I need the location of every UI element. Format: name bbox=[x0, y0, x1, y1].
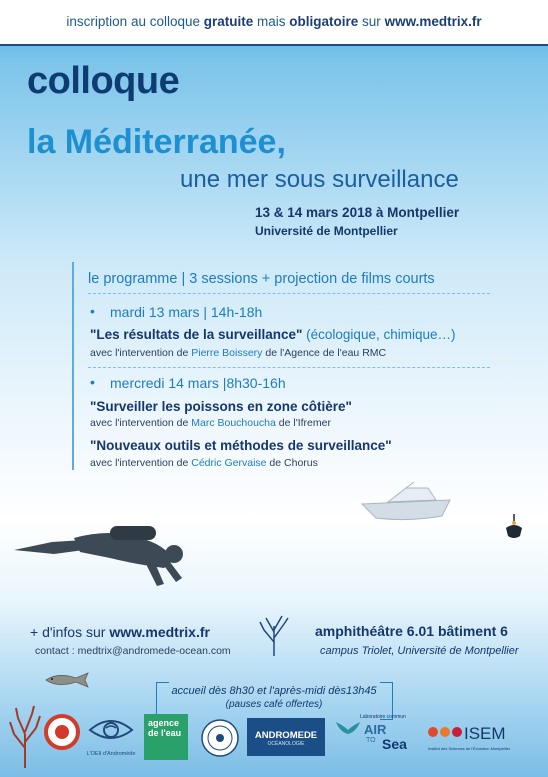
andromede-logo bbox=[247, 718, 325, 756]
diver-icon bbox=[14, 524, 190, 590]
university-seal-logo bbox=[200, 718, 240, 758]
agence-line2: de l'eau bbox=[148, 728, 182, 738]
registration-text bbox=[0, 14, 548, 29]
speaker-suffix: de l'Ifremer bbox=[275, 417, 331, 429]
coffee-breaks: (pauses café offertes) bbox=[225, 699, 323, 710]
venue-room bbox=[315, 623, 508, 639]
banner-text-4: mais bbox=[253, 14, 290, 29]
banner-divider bbox=[0, 44, 548, 46]
eye-icon bbox=[86, 712, 136, 746]
banner-text-6: sur bbox=[358, 14, 385, 29]
session-2-bullet: • bbox=[90, 374, 95, 390]
red-seal-logo bbox=[44, 714, 80, 750]
subtitle: une mer sous surveillance bbox=[180, 166, 459, 193]
venue-room-b: théâtre 6.01 bâtiment 6 bbox=[356, 623, 508, 639]
banner-inscription: inscription bbox=[66, 14, 128, 29]
speaker-prefix: avec l'intervention de bbox=[90, 417, 192, 429]
airtosea-logo bbox=[336, 714, 420, 762]
speaker-prefix: avec l'intervention de bbox=[90, 457, 192, 469]
airtosea-to: TO bbox=[366, 737, 376, 744]
whale-tail-icon bbox=[336, 718, 360, 752]
divider bbox=[88, 293, 490, 294]
session-1-label: mardi 13 mars | 14h-18h bbox=[110, 304, 263, 320]
airtosea-air: AIR bbox=[364, 722, 387, 737]
banner-text-2: au colloque bbox=[127, 14, 204, 29]
divider bbox=[88, 367, 490, 368]
banner-obligatoire: obligatoire bbox=[289, 14, 359, 29]
agence-line1: agence bbox=[148, 718, 180, 728]
talk-2 bbox=[90, 399, 352, 414]
event-date: 13 & 14 mars 2018 à Montpellier bbox=[255, 205, 460, 220]
reception-hours: accueil dès 8h30 et l'après-midi dès13h45 bbox=[171, 685, 377, 697]
isem-dots-icon bbox=[428, 726, 462, 738]
isem-logo bbox=[428, 722, 536, 762]
airtosea-top: Laboratoire commun bbox=[360, 714, 406, 720]
event-venue: Université de Montpellier bbox=[255, 224, 398, 238]
talk-1-speaker bbox=[90, 347, 386, 359]
speaker-suffix: de l'Agence de l'eau RMC bbox=[262, 347, 387, 359]
more-info-link[interactable]: www.medtrix.fr bbox=[109, 624, 210, 640]
speaker-name: Pierre Boissery bbox=[191, 347, 263, 359]
oeil-andromede-logo bbox=[86, 712, 136, 762]
session-2-label: mercredi 14 mars |8h30-16h bbox=[110, 375, 286, 391]
isem-sub: Institut des Sciences de l'Évolution Montpellier bbox=[428, 746, 511, 751]
venue-room-a: amphi bbox=[315, 623, 357, 639]
speaker-suffix: de Chorus bbox=[266, 457, 318, 469]
speaker-prefix: avec l'intervention de bbox=[90, 347, 192, 359]
talk-1 bbox=[90, 327, 455, 342]
talk-1-subtitle: (écologique, chimique…) bbox=[302, 327, 456, 342]
talk-3 bbox=[90, 438, 392, 453]
agence-eau-logo bbox=[144, 714, 188, 760]
program-accent-line bbox=[72, 262, 74, 470]
session-1-bullet: • bbox=[90, 303, 95, 319]
talk-3-speaker bbox=[90, 457, 318, 469]
program-heading: le programme | 3 sessions + projection de films courts bbox=[88, 271, 435, 287]
buoy-icon bbox=[503, 514, 525, 540]
contact-email[interactable]: contact : medtrix@andromede-ocean.com bbox=[35, 645, 231, 657]
speaker-name: Cédric Gervaise bbox=[191, 457, 267, 469]
speaker-name: Marc Bouchoucha bbox=[191, 417, 276, 429]
andromede-text: ANDROMEDE bbox=[254, 730, 318, 741]
andromede-sub: OCÉANOLOGIE bbox=[267, 741, 305, 747]
title-mediterranee: la Méditerranée, bbox=[27, 123, 286, 161]
banner-gratuite: gratuite bbox=[203, 14, 254, 29]
oeil-caption: L'OEIl d'Andromède bbox=[86, 751, 136, 757]
title-colloque: colloque bbox=[27, 60, 180, 102]
talk-3-title: "Nouveaux outils et méthodes de surveillance" bbox=[90, 438, 392, 453]
registration-banner bbox=[0, 0, 548, 44]
talk-2-title: "Surveiller les poissons en zone côtière" bbox=[90, 399, 352, 414]
talk-1-title: "Les résultats de la surveillance" bbox=[90, 327, 303, 342]
more-info bbox=[30, 624, 210, 640]
isem-text: ISEM bbox=[464, 724, 506, 743]
banner-website-link[interactable]: www.medtrix.fr bbox=[384, 14, 482, 29]
boat-icon bbox=[358, 482, 458, 524]
more-info-prefix: + d'infos sur bbox=[30, 624, 110, 640]
airtosea-sea: Sea bbox=[382, 736, 407, 752]
talk-2-speaker bbox=[90, 417, 331, 429]
gorgonian-icon bbox=[8, 704, 42, 768]
seaweed-icon bbox=[258, 612, 290, 656]
venue-campus: campus Triolet, Université de Montpellier bbox=[320, 645, 519, 657]
